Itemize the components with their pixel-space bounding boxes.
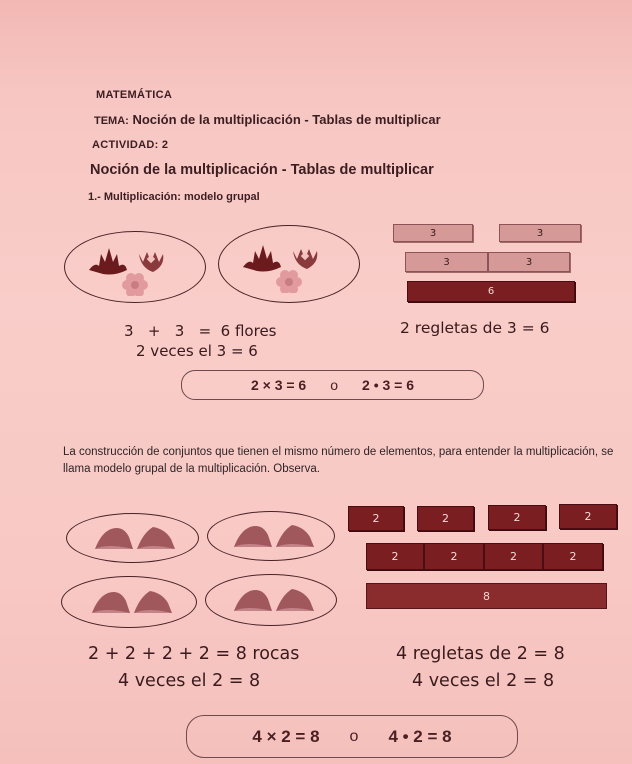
rod-2: 2: [543, 543, 603, 570]
result-or-2: o: [349, 727, 359, 745]
sum-equation: 3 + 3 = 6 flores: [124, 322, 277, 340]
page-title: Noción de la multiplicación - Tablas de multiplicar: [90, 162, 434, 178]
flowers-icon: [239, 237, 339, 293]
rod-3: 3: [405, 252, 488, 272]
explanation-paragraph: La construcción de conjuntos que tienen el mismo número de elementos, para entender la multiplicación, se llama modelo grupal de la multiplicación. Observa.: [63, 446, 614, 475]
tema-line: [94, 112, 441, 127]
rock-group-3: [61, 576, 197, 628]
rocks-icon: [90, 587, 174, 617]
rods-caption: 2 regletas de 3 = 6: [400, 319, 550, 337]
result-cross-2: 4 × 2 = 8: [252, 726, 320, 746]
result-or: o: [330, 377, 339, 393]
rod-6: 6: [407, 281, 575, 302]
flower-group-1: [64, 231, 206, 303]
rock-group-1: [66, 513, 199, 563]
times-equation-rocks: 4 veces el 2 = 8: [118, 671, 261, 691]
rods-caption-2: 4 regletas de 2 = 8: [396, 644, 565, 664]
rod-3: 3: [499, 224, 581, 242]
flower-group-2: [218, 225, 360, 303]
rods-times-equation: 4 veces el 2 = 8: [412, 671, 555, 691]
sum-equation-rocks: 2 + 2 + 2 + 2 = 8 rocas: [88, 644, 300, 664]
rod-8: 8: [366, 583, 607, 609]
rod-2: 2: [417, 506, 474, 531]
result-dot-2: 4 • 2 = 8: [388, 726, 452, 746]
subject-label: MATEMÁTICA: [96, 89, 173, 101]
tema-label: TEMA:: [94, 115, 129, 127]
result-box-2: [186, 715, 518, 758]
rock-group-2: [207, 511, 335, 561]
rod-2: 2: [484, 543, 543, 570]
rod-2: 2: [366, 543, 424, 570]
flowers-icon: [85, 240, 185, 296]
result-dot: 2 • 3 = 6: [362, 377, 415, 393]
rod-2: 2: [559, 504, 617, 529]
section-heading: 1.- Multiplicación: modelo grupal: [88, 191, 260, 203]
rod-2: 2: [488, 505, 546, 530]
rocks-icon: [93, 523, 177, 553]
activity-label: ACTIVIDAD: 2: [92, 139, 169, 151]
rod-2: 2: [348, 506, 404, 531]
result-box: [181, 370, 484, 400]
rod-3: 3: [393, 224, 473, 242]
times-equation: 2 veces el 3 = 6: [136, 342, 258, 360]
result-cross: 2 × 3 = 6: [250, 377, 307, 393]
rock-group-4: [205, 574, 337, 626]
rocks-icon: [232, 521, 316, 551]
rod-3: 3: [488, 252, 570, 272]
rocks-icon: [232, 585, 316, 615]
rod-2: 2: [424, 543, 484, 570]
tema-value: Noción de la multiplicación - Tablas de multiplicar: [132, 112, 441, 127]
